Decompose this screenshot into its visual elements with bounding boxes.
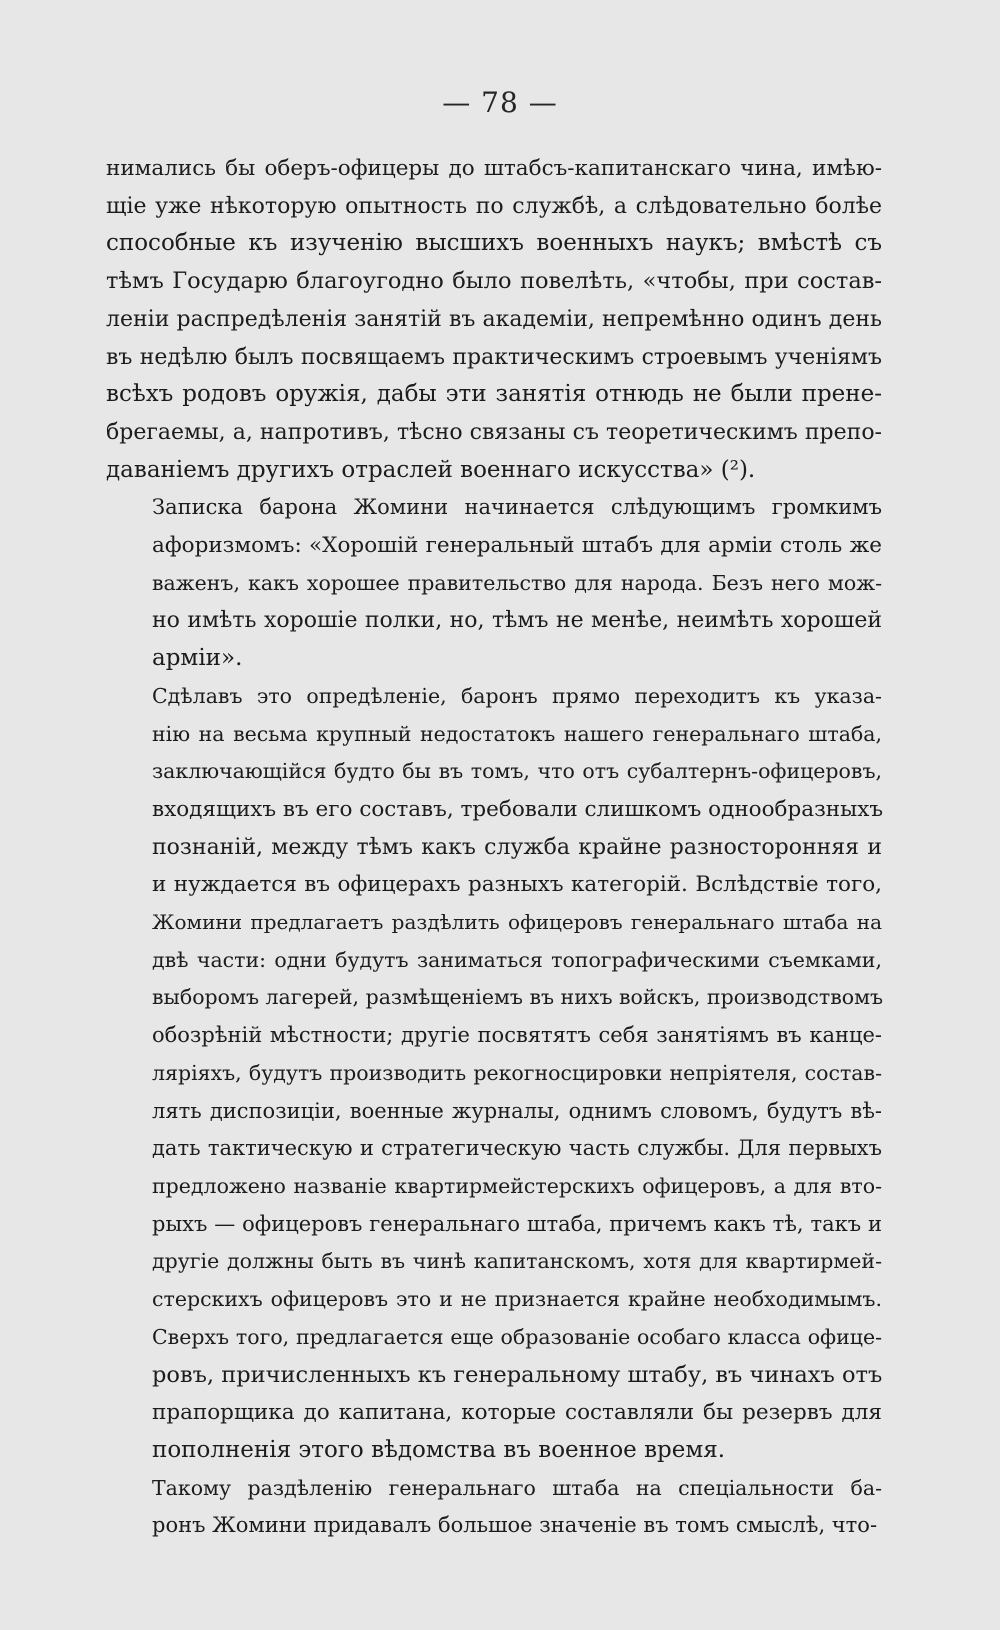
text-line: лять диспозиціи, военные журналы, однимъ словомъ, будутъ вѣ- [152, 1098, 882, 1123]
page-number: — 78 — [442, 86, 558, 119]
text-line: важенъ, какъ хорошее правительство для народа. Безъ него мож- [152, 570, 882, 595]
text-line: заключающійся будто бы въ томъ, что отъ субалтернъ-офицеровъ, [152, 759, 882, 784]
text-line: леніи распредѣленія занятій въ академіи, непремѣнно одинъ день [106, 306, 882, 332]
text-line: двѣ части: одни будутъ заниматься топографическими съемками, [152, 947, 882, 972]
text-line: афоризмомъ: «Хорошій генеральный штабъ для арміи столь же [152, 533, 882, 559]
text-line: всѣхъ родовъ оружія, дабы эти занятія отнюдь не были прене- [106, 381, 882, 408]
text-line: но имѣть хорошіе полки, но, тѣмъ не менѣе, неимѣть хорошей [152, 608, 882, 634]
text-line: обозрѣній мѣстности; другіе посвятятъ себя занятіямъ въ канце- [152, 1023, 882, 1048]
text-line: входящихъ въ его составъ, требовали слишкомъ однообразныхъ [152, 796, 884, 822]
text-line: щіе уже нѣкоторую опытность по службѣ, а слѣдовательно болѣе [106, 193, 882, 219]
text-line: предложено названіе квартирмейстерскихъ офицеровъ, а для вто- [152, 1173, 882, 1198]
paragraph [106, 150, 882, 489]
text-line: ронъ Жомини придавалъ большое значеніе въ томъ смыслѣ, что- [152, 1513, 878, 1538]
text-line: арміи». [152, 645, 243, 672]
text-line: прапорщика до капитана, которые составляли бы резервъ для [152, 1400, 882, 1426]
text-line: пополненія этого вѣдомства въ военное время. [152, 1436, 726, 1463]
text-line: брегаемы, а, напротивъ, тѣсно связаны съ теоретическимъ препо- [106, 419, 882, 445]
paragraph [106, 678, 882, 1470]
text-line: рыхъ — офицеровъ генеральнаго штаба, причемъ какъ тѣ, такъ и [152, 1211, 882, 1236]
text-line: способные къ изученію высшихъ военныхъ наукъ; вмѣстѣ съ [106, 230, 882, 257]
text-line: выборомъ лагерей, размѣщеніемъ въ нихъ войскъ, производствомъ [152, 985, 884, 1010]
paragraph [106, 1470, 882, 1545]
text-line: нимались бы оберъ-офицеры до штабсъ-капитанскаго чина, имѣю- [106, 156, 882, 181]
text-line: другіе должны быть въ чинѣ капитанскомъ, хотя для квартирмей- [152, 1249, 882, 1274]
text-line: Сдѣлавъ это опредѣленіе, баронъ прямо переходитъ къ указа- [152, 683, 882, 708]
text-line: нію на весьма крупный недостатокъ нашего генеральнаго штаба, [152, 721, 882, 746]
text-line: стерскихъ офицеровъ это и не признается крайне необходимымъ. [152, 1287, 882, 1312]
text-line: Записка барона Жомини начинается слѣдующимъ громкимъ [152, 495, 882, 520]
text-line: дать тактическую и стратегическую часть службы. Для первыхъ [152, 1136, 882, 1161]
text-line: въ недѣлю былъ посвящаемъ практическимъ строевымъ ученіямъ [106, 344, 882, 370]
text-line: Сверхъ того, предлагается еще образованіе особаго класса офице- [152, 1324, 882, 1349]
paragraph [106, 489, 882, 678]
text-line: и нуждается въ офицерахъ разныхъ категорій. Вслѣдствіе того, [152, 872, 882, 898]
text-line: Жомини предлагаетъ раздѣлить офицеровъ генеральнаго штаба на [152, 910, 882, 935]
body-text [106, 150, 882, 1545]
text-line: Такому раздѣленію генеральнаго штаба на спеціальности ба- [152, 1475, 882, 1500]
text-line: даваніемъ другихъ отраслей военнаго искусства» (²). [106, 456, 756, 483]
text-line: ляріяхъ, будутъ производить рекогносцировки непріятеля, состав- [152, 1060, 882, 1085]
text-line: познаній, между тѣмъ какъ служба крайне разносторонняя и [152, 834, 882, 860]
text-line: тѣмъ Государю благоугодно было повелѣть, «чтобы, при состав- [106, 268, 882, 295]
text-line: ровъ, причисленныхъ къ генеральному штабу, въ чинахъ отъ [152, 1361, 883, 1388]
